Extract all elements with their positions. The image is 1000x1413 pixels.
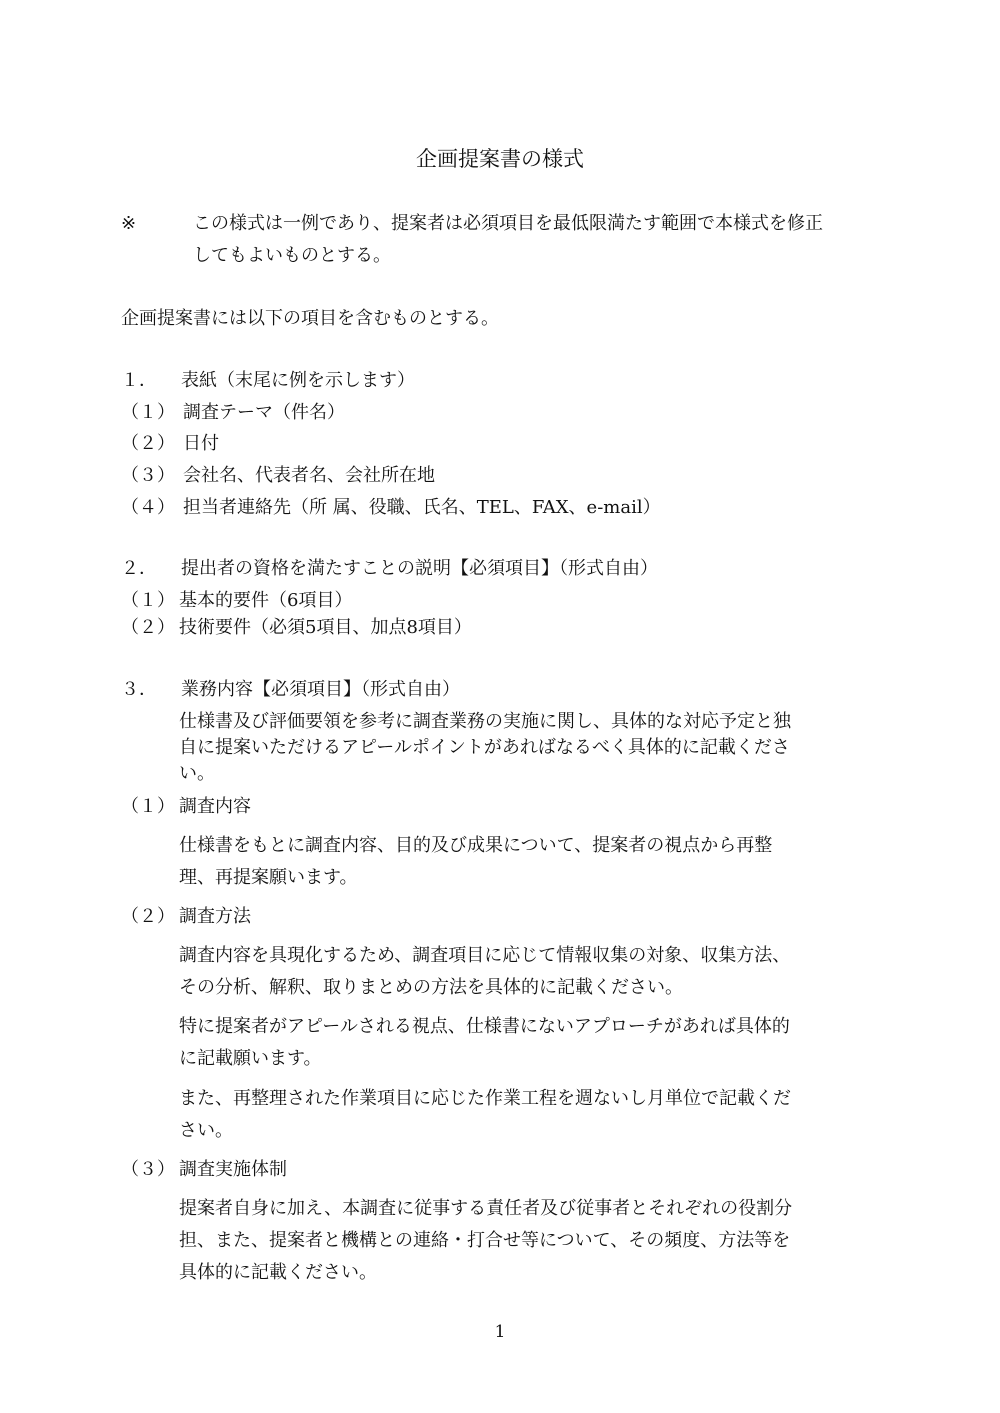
section-1-item-3-text: 会社名、代表者名、会社所在地: [183, 465, 435, 486]
section-3-sub-1-number: （１）: [121, 796, 175, 817]
section-2-item-1-text: 基本的要件（6項目）: [179, 590, 353, 611]
page-number: 1: [494, 1322, 506, 1342]
page-title: 企画提案書の様式: [416, 147, 584, 171]
section-3-sub-1-heading: 調査内容: [179, 796, 251, 817]
section-3-sub-2-p1-line-2: その分析、解釈、取りまとめの方法を具体的に記載ください。: [179, 977, 683, 998]
note-line-1: この様式は一例であり、提案者は必須項目を最低限満たす範囲で本様式を修正: [193, 213, 823, 234]
intro-text: 企画提案書には以下の項目を含むものとする。: [121, 308, 499, 329]
section-2-item-1-number: （１）: [121, 590, 175, 611]
section-3-sub-3-line-3: 具体的に記載ください。: [179, 1262, 377, 1283]
section-3-sub-1-line-1: 仕様書をもとに調査内容、目的及び成果について、提案者の視点から再整: [179, 835, 773, 856]
section-3-number: ３．: [121, 679, 157, 700]
section-1-item-4-number: （４）: [121, 497, 175, 518]
section-3-sub-1-line-2: 理、再提案願います。: [179, 867, 358, 888]
section-1-item-1-number: （１）: [121, 402, 175, 423]
section-3-sub-2-p1-line-1: 調査内容を具現化するため、調査項目に応じて情報収集の対象、収集方法、: [179, 945, 791, 966]
section-1-item-1-text: 調査テーマ（件名）: [183, 402, 345, 423]
section-3-desc-line-3: い。: [179, 763, 215, 784]
section-2-item-2-text: 技術要件（必須5項目、加点8項目）: [179, 617, 472, 638]
section-1-item-3-number: （３）: [121, 465, 175, 486]
section-1-item-2-number: （２）: [121, 433, 175, 454]
section-3-sub-3-heading: 調査実施体制: [179, 1159, 287, 1180]
section-3-sub-2-p2-line-1: 特に提案者がアピールされる視点、仕様書にないアプローチがあれば具体的: [179, 1016, 790, 1037]
section-3-heading: 業務内容【必須項目】（形式自由）: [181, 679, 460, 700]
section-3-sub-2-heading: 調査方法: [179, 906, 251, 927]
section-3-sub-2-p3-line-1: また、再整理された作業項目に応じた作業工程を週ないし月単位で記載くだ: [179, 1088, 791, 1109]
section-3-sub-3-line-1: 提案者自身に加え、本調査に従事する責任者及び従事者とそれぞれの役割分: [179, 1198, 793, 1219]
section-3-desc-line-2: 自に提案いただけるアピールポイントがあればなるべく具体的に記載くださ: [179, 737, 790, 758]
section-2-heading: 提出者の資格を満たすことの説明【必須項目】（形式自由）: [181, 558, 658, 579]
section-3-sub-2-p3-line-2: さい。: [179, 1120, 233, 1141]
section-1-item-4-text: 担当者連絡先（所 属、役職、氏名、TEL、FAX、e-mail）: [183, 497, 661, 518]
note-line-2: してもよいものとする。: [193, 245, 391, 266]
section-2-number: ２．: [121, 558, 157, 579]
section-1-item-2-text: 日付: [183, 433, 219, 454]
note-mark: ※: [121, 213, 137, 234]
section-3-sub-2-p2-line-2: に記載願います。: [179, 1048, 322, 1069]
section-1-heading: 表紙（末尾に例を示します）: [181, 370, 415, 391]
section-3-sub-3-number: （３）: [121, 1159, 175, 1180]
section-1-number: １．: [121, 370, 157, 391]
section-3-sub-3-line-2: 担、また、提案者と機構との連絡・打合せ等について、その頻度、方法等を: [179, 1230, 791, 1251]
section-3-sub-2-number: （２）: [121, 906, 175, 927]
section-2-item-2-number: （２）: [121, 617, 175, 638]
section-3-desc-line-1: 仕様書及び評価要領を参考に調査業務の実施に関し、具体的な対応予定と独: [179, 711, 791, 732]
